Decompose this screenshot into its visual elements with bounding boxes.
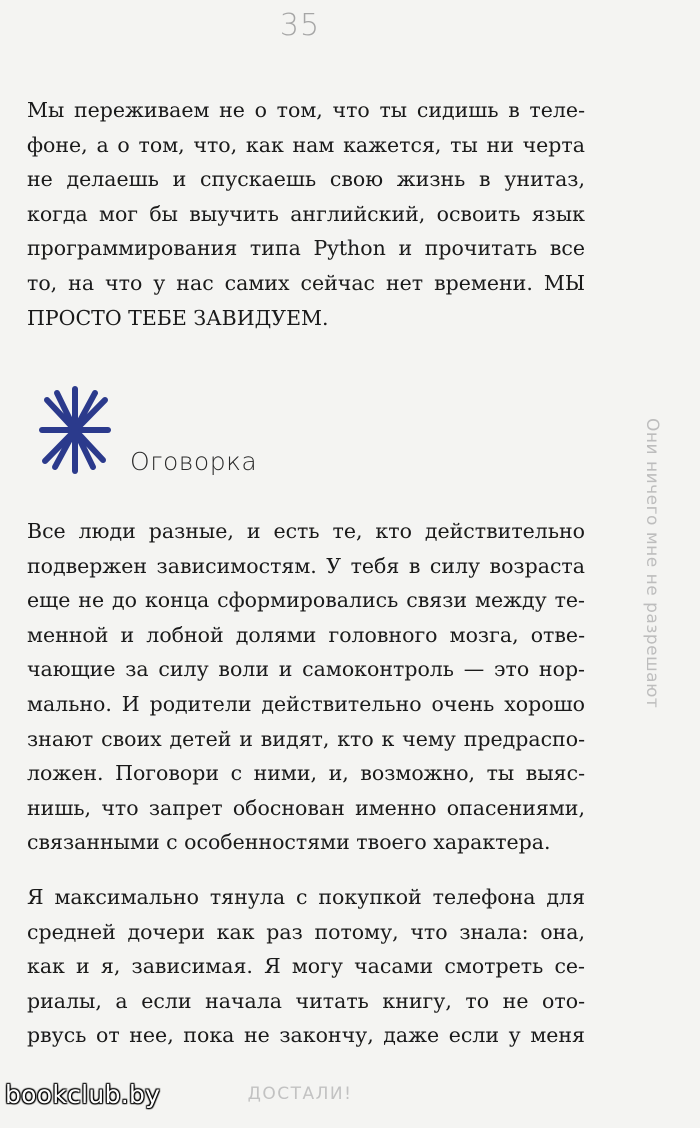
text-line: не делаешь и спускаешь свою жизнь в унитаз, xyxy=(27,167,585,192)
text-line: программирования типа Python и прочитать все xyxy=(27,236,585,261)
text-line: риалы, а если начала читать книгу, то не ото- xyxy=(27,988,585,1013)
text-line: чающие за силу воли и самоконтроль — это нор- xyxy=(27,657,585,682)
text-line: Я максимально тянула с покупкой телефона для xyxy=(27,885,585,909)
text-line: Все люди разные, и есть те, кто действительно xyxy=(27,519,585,543)
text-line: как и я, зависимая. Я могу часами смотреть се- xyxy=(27,954,585,979)
text-line: знают своих детей и видят, кто к чему предраспо- xyxy=(27,726,585,751)
text-line: средней дочери как раз потому, что знала: она, xyxy=(27,919,585,944)
text-line: когда мог бы выучить английский, освоить язык xyxy=(27,201,585,226)
watermark: bookclub.by xyxy=(5,1080,161,1109)
text-line: ПРОСТО ТЕБЕ ЗАВИДУЕМ. xyxy=(27,305,329,330)
text-line: подвержен зависимостям. У тебя в силу возраста xyxy=(27,553,585,578)
text-line: нишь, что запрет обоснован именно опасениями, xyxy=(27,795,585,820)
paragraph-3 xyxy=(27,880,585,1053)
text-line: мально. И родители действительно очень хорошо xyxy=(27,691,585,716)
section-heading xyxy=(35,385,435,475)
text-line: ложен. Поговори с ними, и, возможно, ты выяс- xyxy=(27,761,585,786)
footer-running-title: ДОСТАЛИ! xyxy=(247,1084,353,1104)
page-number: 35 xyxy=(279,8,321,43)
paragraph-2 xyxy=(27,514,585,860)
section-heading-text: Оговорка xyxy=(130,447,258,476)
text-line: рвусь от нее, пока не закончу, даже если у меня xyxy=(27,1023,585,1048)
text-line: то, на что у нас самих сейчас нет времени. МЫ xyxy=(27,270,585,295)
text-line: связанными с особенностями твоего характера. xyxy=(27,830,551,855)
paragraph-1 xyxy=(27,93,585,335)
text-line: еще не до конца сформировались связи между те- xyxy=(27,588,585,613)
text-line: менной и лобной долями головного мозга, отве- xyxy=(27,622,585,647)
text-line: Мы переживаем не о том, что ты сидишь в теле- xyxy=(27,98,585,122)
text-line: фоне, а о том, что, как нам кажется, ты ни черта xyxy=(27,132,585,157)
side-running-title: Они ничего мне не разрешают xyxy=(642,418,662,709)
asterisk-icon xyxy=(35,385,125,475)
